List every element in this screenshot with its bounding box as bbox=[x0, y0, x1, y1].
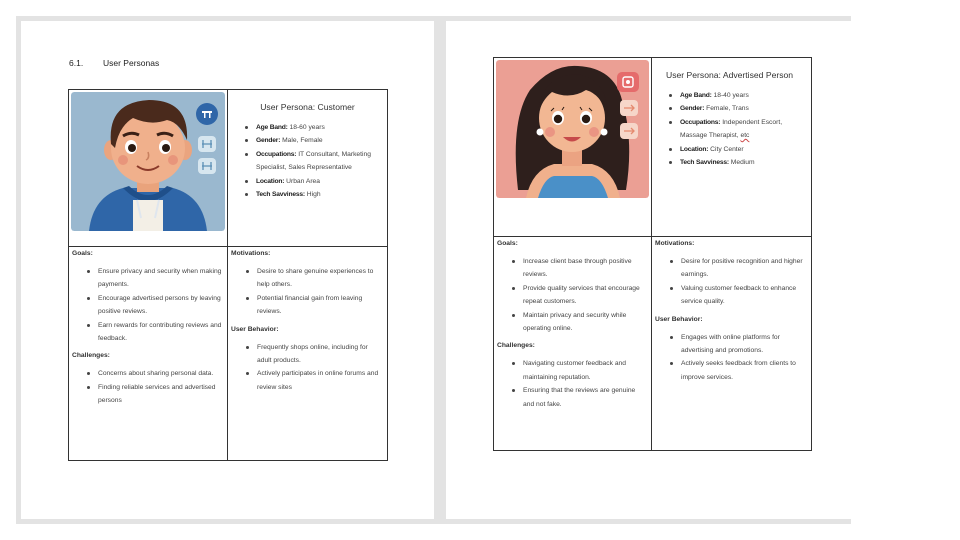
advertised-info-cell bbox=[652, 58, 812, 237]
advertised-goals-challenges-cell bbox=[494, 237, 652, 451]
list-item: Desire to share genuine experiences to help others. bbox=[257, 265, 384, 292]
list-item: Encourage advertised persons by leaving positive reviews. bbox=[98, 292, 224, 319]
behavior-heading: User Behavior: bbox=[231, 325, 279, 333]
list-item: Provide quality services that encourage repeat customers. bbox=[523, 282, 648, 309]
list-item: Frequently shops online, including for adult products. bbox=[257, 341, 384, 368]
advertised-persona-title: User Persona: Advertised Person bbox=[666, 70, 794, 80]
challenges-list bbox=[72, 367, 224, 407]
attribute-item: Tech Savviness: Medium bbox=[680, 156, 805, 169]
list-item: Concerns about sharing personal data. bbox=[98, 367, 224, 380]
list-item: Earn rewards for contributing reviews and feedback. bbox=[98, 319, 224, 346]
spellcheck-underlined-word[interactable]: etc bbox=[740, 132, 750, 140]
list-item: Engages with online platforms for advertising and promotions. bbox=[681, 331, 808, 358]
customer-goals-challenges-cell bbox=[69, 247, 228, 461]
attribute-item: Occupations: Independent Escort, Massage Therapist, etc bbox=[680, 116, 805, 143]
list-item: Maintain privacy and security while operating online. bbox=[523, 309, 648, 336]
attribute-item: Occupations: IT Consultant, Marketing Specialist, Sales Representative bbox=[256, 148, 381, 175]
advertised-motivations-behavior-cell bbox=[652, 237, 812, 451]
list-item: Increase client base through positive reviews. bbox=[523, 255, 648, 282]
list-item: Ensure privacy and security when making payments. bbox=[98, 265, 224, 292]
attribute-item: Tech Savviness: High bbox=[256, 188, 381, 201]
list-item: Finding reliable services and advertised persons bbox=[98, 381, 224, 408]
attribute-item: Age Band: 18-60 years bbox=[256, 121, 381, 134]
motivations-heading: Motivations: bbox=[655, 240, 695, 247]
list-item: Valuing customer feedback to enhance service quality. bbox=[681, 282, 808, 309]
challenges-heading: Challenges: bbox=[72, 352, 110, 360]
motivations-heading: Motivations: bbox=[231, 250, 271, 257]
attribute-item: Age Band: 18-40 years bbox=[680, 89, 805, 102]
list-item: Ensuring that the reviews are genuine and not fake. bbox=[523, 384, 648, 411]
motivations-list bbox=[231, 265, 384, 319]
list-item: Desire for positive recognition and higher earnings. bbox=[681, 255, 808, 282]
advertised-avatar-cell bbox=[494, 58, 652, 237]
list-item: Navigating customer feedback and maintaining reputation. bbox=[523, 357, 648, 384]
motivations-list bbox=[655, 255, 808, 309]
goals-heading: Goals: bbox=[72, 250, 93, 257]
behavior-heading: User Behavior: bbox=[655, 315, 703, 323]
advertised-persona-table bbox=[493, 57, 812, 451]
list-item: Actively seeks feedback from clients to improve services. bbox=[681, 357, 808, 384]
goals-heading: Goals: bbox=[497, 240, 518, 247]
list-item: Actively participates in online forums and review sites bbox=[257, 367, 384, 394]
customer-avatar-image bbox=[71, 92, 225, 231]
customer-persona-table bbox=[68, 89, 388, 461]
customer-motivations-behavior-cell bbox=[228, 247, 388, 461]
list-item: Potential financial gain from leaving reviews. bbox=[257, 292, 384, 319]
advertised-avatar-image bbox=[496, 60, 649, 198]
attribute-item: Location: Urban Area bbox=[256, 175, 381, 188]
customer-persona-title: User Persona: Customer bbox=[260, 102, 355, 112]
attribute-item: Location: City Center bbox=[680, 143, 805, 156]
attribute-item: Gender: Male, Female bbox=[256, 134, 381, 147]
section-heading bbox=[69, 58, 159, 68]
customer-attributes-list bbox=[234, 121, 381, 201]
advertised-attributes-list bbox=[658, 89, 805, 169]
behavior-list bbox=[231, 341, 384, 395]
goals-list bbox=[497, 255, 648, 335]
section-number: 6.1. bbox=[69, 58, 84, 68]
customer-info-cell bbox=[228, 90, 388, 247]
goals-list bbox=[72, 265, 224, 345]
behavior-list bbox=[655, 331, 808, 385]
challenges-heading: Challenges: bbox=[497, 342, 535, 350]
section-title: User Personas bbox=[103, 58, 160, 68]
customer-avatar-cell bbox=[69, 90, 228, 247]
attribute-item: Gender: Female, Trans bbox=[680, 102, 805, 115]
challenges-list bbox=[497, 357, 648, 411]
